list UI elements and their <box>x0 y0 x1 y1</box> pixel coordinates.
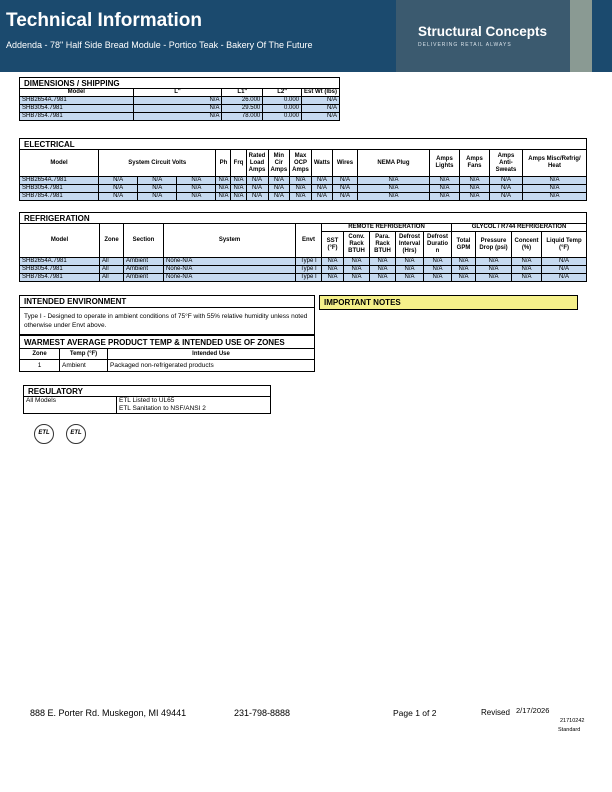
elec-cell: N/A <box>522 193 586 201</box>
header-banner <box>0 0 612 72</box>
zones-header: Temp (°F) <box>60 349 108 360</box>
refrig-cell: N/A <box>322 258 344 266</box>
elec-cell: N/A <box>99 193 138 201</box>
refrig-cell: Ambient <box>124 274 164 282</box>
elec-row <box>20 177 587 185</box>
elec-header: Amps Misc/Refrig/ Heat <box>522 150 586 177</box>
elec-header: Frq <box>231 150 246 177</box>
elec-cell: N/A <box>429 185 459 193</box>
refrig-cell: None-N/A <box>164 274 296 282</box>
refrig-cell: N/A <box>542 274 587 282</box>
refrig-cell: N/A <box>396 274 424 282</box>
footer-address: 888 E. Porter Rd. Muskegon, MI 49441 <box>30 708 187 718</box>
dim-header: L" <box>133 89 222 97</box>
refrig-header: Section <box>124 224 164 258</box>
elec-cell: N/A <box>216 193 231 201</box>
page-title: Technical Information <box>6 10 203 31</box>
refrig-header: Defrost Interval (Hrs) <box>396 232 424 258</box>
elec-cell: N/A <box>268 185 290 193</box>
elec-header: Max OCP Amps <box>290 150 312 177</box>
refrig-cell: SHB3054.7981 <box>20 266 100 274</box>
elec-header: Amps Lights <box>429 150 459 177</box>
refrig-cell: Ambient <box>124 266 164 274</box>
brand-name: Structural Concepts <box>418 24 548 39</box>
zone-cell: Ambient <box>60 360 108 372</box>
refrig-cell: N/A <box>424 274 452 282</box>
refrig-cell: N/A <box>452 258 476 266</box>
elec-cell: N/A <box>268 177 290 185</box>
footer-page-number: Page 1 of 2 <box>393 708 437 718</box>
zones-title: WARMEST AVERAGE PRODUCT TEMP & INTENDED USE OF ZONES <box>20 336 315 349</box>
refrig-row <box>20 258 587 266</box>
refrig-cell: N/A <box>396 258 424 266</box>
zones-table <box>19 335 315 372</box>
elec-cell: N/A <box>311 185 332 193</box>
refrig-cell: N/A <box>396 266 424 274</box>
dim-header: Est Wt (lbs) <box>302 89 340 97</box>
zones-header: Zone <box>20 349 60 360</box>
refrig-cell: N/A <box>512 274 542 282</box>
dim-cell: N/A <box>133 97 222 105</box>
elec-cell: SHB2654A.7981 <box>20 177 99 185</box>
refrig-cell: Type I <box>296 258 322 266</box>
refrig-cell: Type I <box>296 274 322 282</box>
refrig-cell: All <box>100 258 124 266</box>
regulatory-table <box>23 385 271 414</box>
elec-cell: N/A <box>138 185 177 193</box>
elec-cell: N/A <box>311 177 332 185</box>
elec-cell: N/A <box>459 185 489 193</box>
elec-cell: N/A <box>177 185 216 193</box>
refrigeration-table <box>19 212 587 282</box>
elec-cell: N/A <box>99 185 138 193</box>
regulatory-models: All Models <box>24 397 117 414</box>
footer-revised-label: Revised <box>481 708 510 717</box>
elec-cell: N/A <box>332 177 357 185</box>
elec-header: NEMA Plug <box>357 150 429 177</box>
refrig-cell: N/A <box>370 258 396 266</box>
elec-cell: N/A <box>138 193 177 201</box>
refrig-header: Model <box>20 224 100 258</box>
refrig-cell: N/A <box>344 258 370 266</box>
dim-header: L2" <box>263 89 302 97</box>
dim-header: L1" <box>222 89 263 97</box>
refrig-cell: N/A <box>452 274 476 282</box>
dim-cell: N/A <box>133 113 222 121</box>
refrig-cell: Type I <box>296 266 322 274</box>
elec-cell: N/A <box>429 193 459 201</box>
important-notes-box: IMPORTANT NOTES <box>319 295 578 310</box>
refrig-header: Pressure Drop (psi) <box>476 232 512 258</box>
dim-row <box>20 105 340 113</box>
elec-cell: N/A <box>177 177 216 185</box>
elec-header: Model <box>20 150 99 177</box>
refrig-cell: N/A <box>322 274 344 282</box>
refrig-header: Defrost Duratio n <box>424 232 452 258</box>
dim-cell: SHB2654A.7981 <box>20 97 134 105</box>
refrigeration-title: REFRIGERATION <box>20 213 587 224</box>
elec-cell: N/A <box>268 193 290 201</box>
refrig-cell: N/A <box>370 266 396 274</box>
refrig-header: SST (°F) <box>322 232 344 258</box>
etl-sanitation-mark-icon: ETL <box>66 424 86 444</box>
refrig-cell: N/A <box>344 274 370 282</box>
elec-cell: N/A <box>522 185 586 193</box>
refrig-header: System <box>164 224 296 258</box>
dimensions-title: DIMENSIONS / SHIPPING <box>20 78 340 89</box>
refrig-cell: None-N/A <box>164 266 296 274</box>
refrig-cell: N/A <box>424 266 452 274</box>
refrig-header: Concent (%) <box>512 232 542 258</box>
regulatory-title: REGULATORY <box>24 386 271 397</box>
dim-cell: 0.000 <box>263 105 302 113</box>
remote-refrig-group: REMOTE REFRIGERATION <box>322 224 452 232</box>
elec-cell: SHB3054.7981 <box>20 185 99 193</box>
refrig-cell: N/A <box>452 266 476 274</box>
zones-header: Intended Use <box>108 349 315 360</box>
elec-cell: N/A <box>290 193 312 201</box>
brand-tagline: DELIVERING RETAIL ALWAYS <box>418 42 512 48</box>
brand-logo <box>396 0 570 72</box>
dim-cell: 0.000 <box>263 97 302 105</box>
refrig-header: Zone <box>100 224 124 258</box>
elec-row <box>20 193 587 201</box>
refrig-row <box>20 274 587 282</box>
intended-environment-box <box>19 295 315 335</box>
elec-cell: N/A <box>459 177 489 185</box>
elec-header: Amps Anti-Sweats <box>489 150 522 177</box>
refrig-cell: N/A <box>512 266 542 274</box>
refrig-cell: N/A <box>424 258 452 266</box>
elec-header: Amps Fans <box>459 150 489 177</box>
elec-cell: N/A <box>489 193 522 201</box>
refrig-cell: N/A <box>542 266 587 274</box>
dim-cell: N/A <box>133 105 222 113</box>
zone-cell: Packaged non-refrigerated products <box>108 360 315 372</box>
page-subtitle: Addenda - 78" Half Side Bread Module - Portico Teak - Bakery Of The Future <box>6 40 313 50</box>
dim-row <box>20 113 340 121</box>
refrig-header: Total GPM <box>452 232 476 258</box>
footer-phone: 231-798-8888 <box>234 708 291 718</box>
refrig-header: Para. Rack BTUH <box>370 232 396 258</box>
refrig-cell: N/A <box>344 266 370 274</box>
refrig-cell: All <box>100 266 124 274</box>
dim-cell: N/A <box>302 113 340 121</box>
elec-cell: N/A <box>231 193 246 201</box>
dim-cell: 29.500 <box>222 105 263 113</box>
refrig-cell: N/A <box>476 258 512 266</box>
elec-cell: N/A <box>138 177 177 185</box>
dimensions-table <box>19 77 340 121</box>
refrig-cell: Ambient <box>124 258 164 266</box>
dim-cell: 26.000 <box>222 97 263 105</box>
dim-cell: SHB7854.7981 <box>20 113 134 121</box>
elec-cell: SHB7854.7981 <box>20 193 99 201</box>
elec-cell: N/A <box>246 177 268 185</box>
regulatory-line: ETL Listed to UL65 <box>119 397 175 404</box>
elec-header: Watts <box>311 150 332 177</box>
elec-cell: N/A <box>489 177 522 185</box>
elec-cell: N/A <box>216 185 231 193</box>
electrical-table <box>19 138 587 201</box>
refrig-cell: N/A <box>476 274 512 282</box>
elec-header: System Circuit Volts <box>99 150 216 177</box>
dim-cell: N/A <box>302 105 340 113</box>
dim-row <box>20 97 340 105</box>
elec-row <box>20 185 587 193</box>
elec-cell: N/A <box>357 177 429 185</box>
elec-header: Ph <box>216 150 231 177</box>
elec-cell: N/A <box>246 193 268 201</box>
elec-cell: N/A <box>99 177 138 185</box>
header-accent <box>570 0 592 72</box>
elec-cell: N/A <box>522 177 586 185</box>
elec-cell: N/A <box>290 185 312 193</box>
footer-revised-date: 2/17/2026 <box>516 706 550 715</box>
footer-doc-type: Standard <box>558 727 581 733</box>
elec-header: Min Cir Amps <box>268 150 290 177</box>
elec-cell: N/A <box>290 177 312 185</box>
refrig-cell: N/A <box>476 266 512 274</box>
intended-environment-title: INTENDED ENVIRONMENT <box>20 296 314 308</box>
refrig-cell: N/A <box>322 266 344 274</box>
refrig-cell: N/A <box>512 258 542 266</box>
elec-cell: N/A <box>429 177 459 185</box>
electrical-title: ELECTRICAL <box>20 139 587 150</box>
regulatory-line: ETL Sanitation to NSF/ANSI 2 <box>119 405 206 412</box>
elec-cell: N/A <box>311 193 332 201</box>
elec-header: Wires <box>332 150 357 177</box>
elec-header: Rated Load Amps <box>246 150 268 177</box>
dim-cell: SHB3054.7981 <box>20 105 134 113</box>
refrig-cell: N/A <box>542 258 587 266</box>
refrig-cell: SHB7854.7981 <box>20 274 100 282</box>
refrig-cell: SHB2654A.7981 <box>20 258 100 266</box>
refrig-header: Envt <box>296 224 322 258</box>
refrig-cell: None-N/A <box>164 258 296 266</box>
dim-header: Model <box>20 89 134 97</box>
refrig-row <box>20 266 587 274</box>
refrig-cell: All <box>100 274 124 282</box>
refrig-header: Conv. Rack BTUH <box>344 232 370 258</box>
elec-cell: N/A <box>216 177 231 185</box>
dim-cell: 0.000 <box>263 113 302 121</box>
elec-cell: N/A <box>231 177 246 185</box>
intended-environment-text: Type I - Designed to operate in ambient conditions of 75°F with 55% relative humidity unless noted otherwise under Envt above. <box>24 313 308 329</box>
glycol-refrig-group: GLYCOL / R744 REFRIGERATION <box>452 224 587 232</box>
elec-cell: N/A <box>332 193 357 201</box>
elec-cell: N/A <box>246 185 268 193</box>
elec-cell: N/A <box>357 185 429 193</box>
etl-listed-mark-icon: ETL <box>34 424 54 444</box>
elec-cell: N/A <box>489 185 522 193</box>
elec-cell: N/A <box>357 193 429 201</box>
elec-cell: N/A <box>231 185 246 193</box>
dim-cell: N/A <box>302 97 340 105</box>
elec-cell: N/A <box>332 185 357 193</box>
refrig-header: Liquid Temp (°F) <box>542 232 587 258</box>
elec-cell: N/A <box>177 193 216 201</box>
elec-cell: N/A <box>459 193 489 201</box>
dim-cell: 78.000 <box>222 113 263 121</box>
footer-doc-number: 21710242 <box>560 718 585 724</box>
zone-cell: 1 <box>20 360 60 372</box>
refrig-cell: N/A <box>370 274 396 282</box>
